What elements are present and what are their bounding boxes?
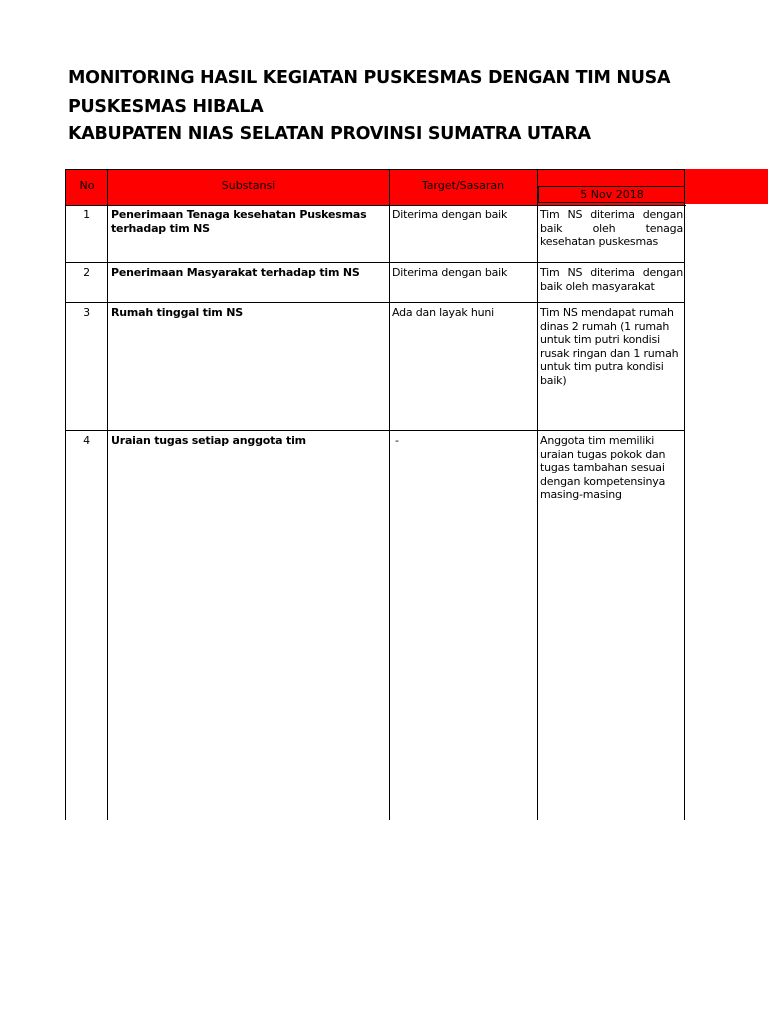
row-4-target: - — [395, 434, 399, 447]
row-3-substansi: Rumah tinggal tim NS — [111, 306, 243, 319]
row-4-substansi: Uraian tugas setiap anggota tim — [111, 434, 306, 447]
col-border-right — [684, 169, 685, 820]
header-extension — [685, 169, 768, 204]
col-border-target — [537, 169, 538, 820]
header-bottom-border — [65, 205, 686, 206]
row-border-1 — [65, 262, 685, 263]
title-line-1: MONITORING HASIL KEGIATAN PUSKESMAS DENGAN TIM NUSA — [68, 68, 671, 88]
row-2-result: Tim NS diterima dengan baik oleh masyarakat — [540, 266, 683, 293]
row-1-target: Diterima dengan baik — [392, 208, 508, 221]
col-border-no — [107, 169, 108, 820]
header-top-border — [65, 169, 685, 170]
row-3-result: Tim NS mendapat rumah dinas 2 rumah (1 rumah untuk tim putri kondisi rusak ringan dan 1 rumah untuk tim putra kondisi baik) — [540, 306, 679, 387]
title-line-2: PUSKESMAS HIBALA — [68, 97, 264, 117]
row-2-substansi: Penerimaan Masyarakat terhadap tim NS — [111, 266, 360, 279]
row-1-no: 1 — [83, 208, 90, 221]
row-3-target: Ada dan layak huni — [392, 306, 495, 319]
row-2-target: Diterima dengan baik — [392, 266, 508, 279]
row-3-no: 3 — [83, 306, 90, 319]
row-1-result: Tim NS diterima dengan baik oleh tenaga kesehatan puskesmas — [540, 208, 683, 248]
header-no: No — [79, 179, 95, 192]
header-substansi: Substansi — [221, 179, 276, 192]
header-date: 5 Nov 2018 — [580, 188, 644, 201]
row-1-substansi: Penerimaan Tenaga kesehatan Puskesmas terhadap tim NS — [111, 208, 367, 235]
title-line-3: KABUPATEN NIAS SELATAN PROVINSI SUMATRA UTARA — [68, 124, 591, 144]
row-4-result: Anggota tim memiliki uraian tugas pokok dan tugas tambahan sesuai dengan kompetensinya masing-masing — [540, 434, 666, 501]
row-border-2 — [65, 302, 685, 303]
header-target: Target/Sasaran — [421, 179, 505, 192]
row-border-3 — [65, 430, 685, 431]
row-2-no: 2 — [83, 266, 90, 279]
row-4-no: 4 — [83, 434, 90, 447]
col-border-substansi — [389, 169, 390, 820]
